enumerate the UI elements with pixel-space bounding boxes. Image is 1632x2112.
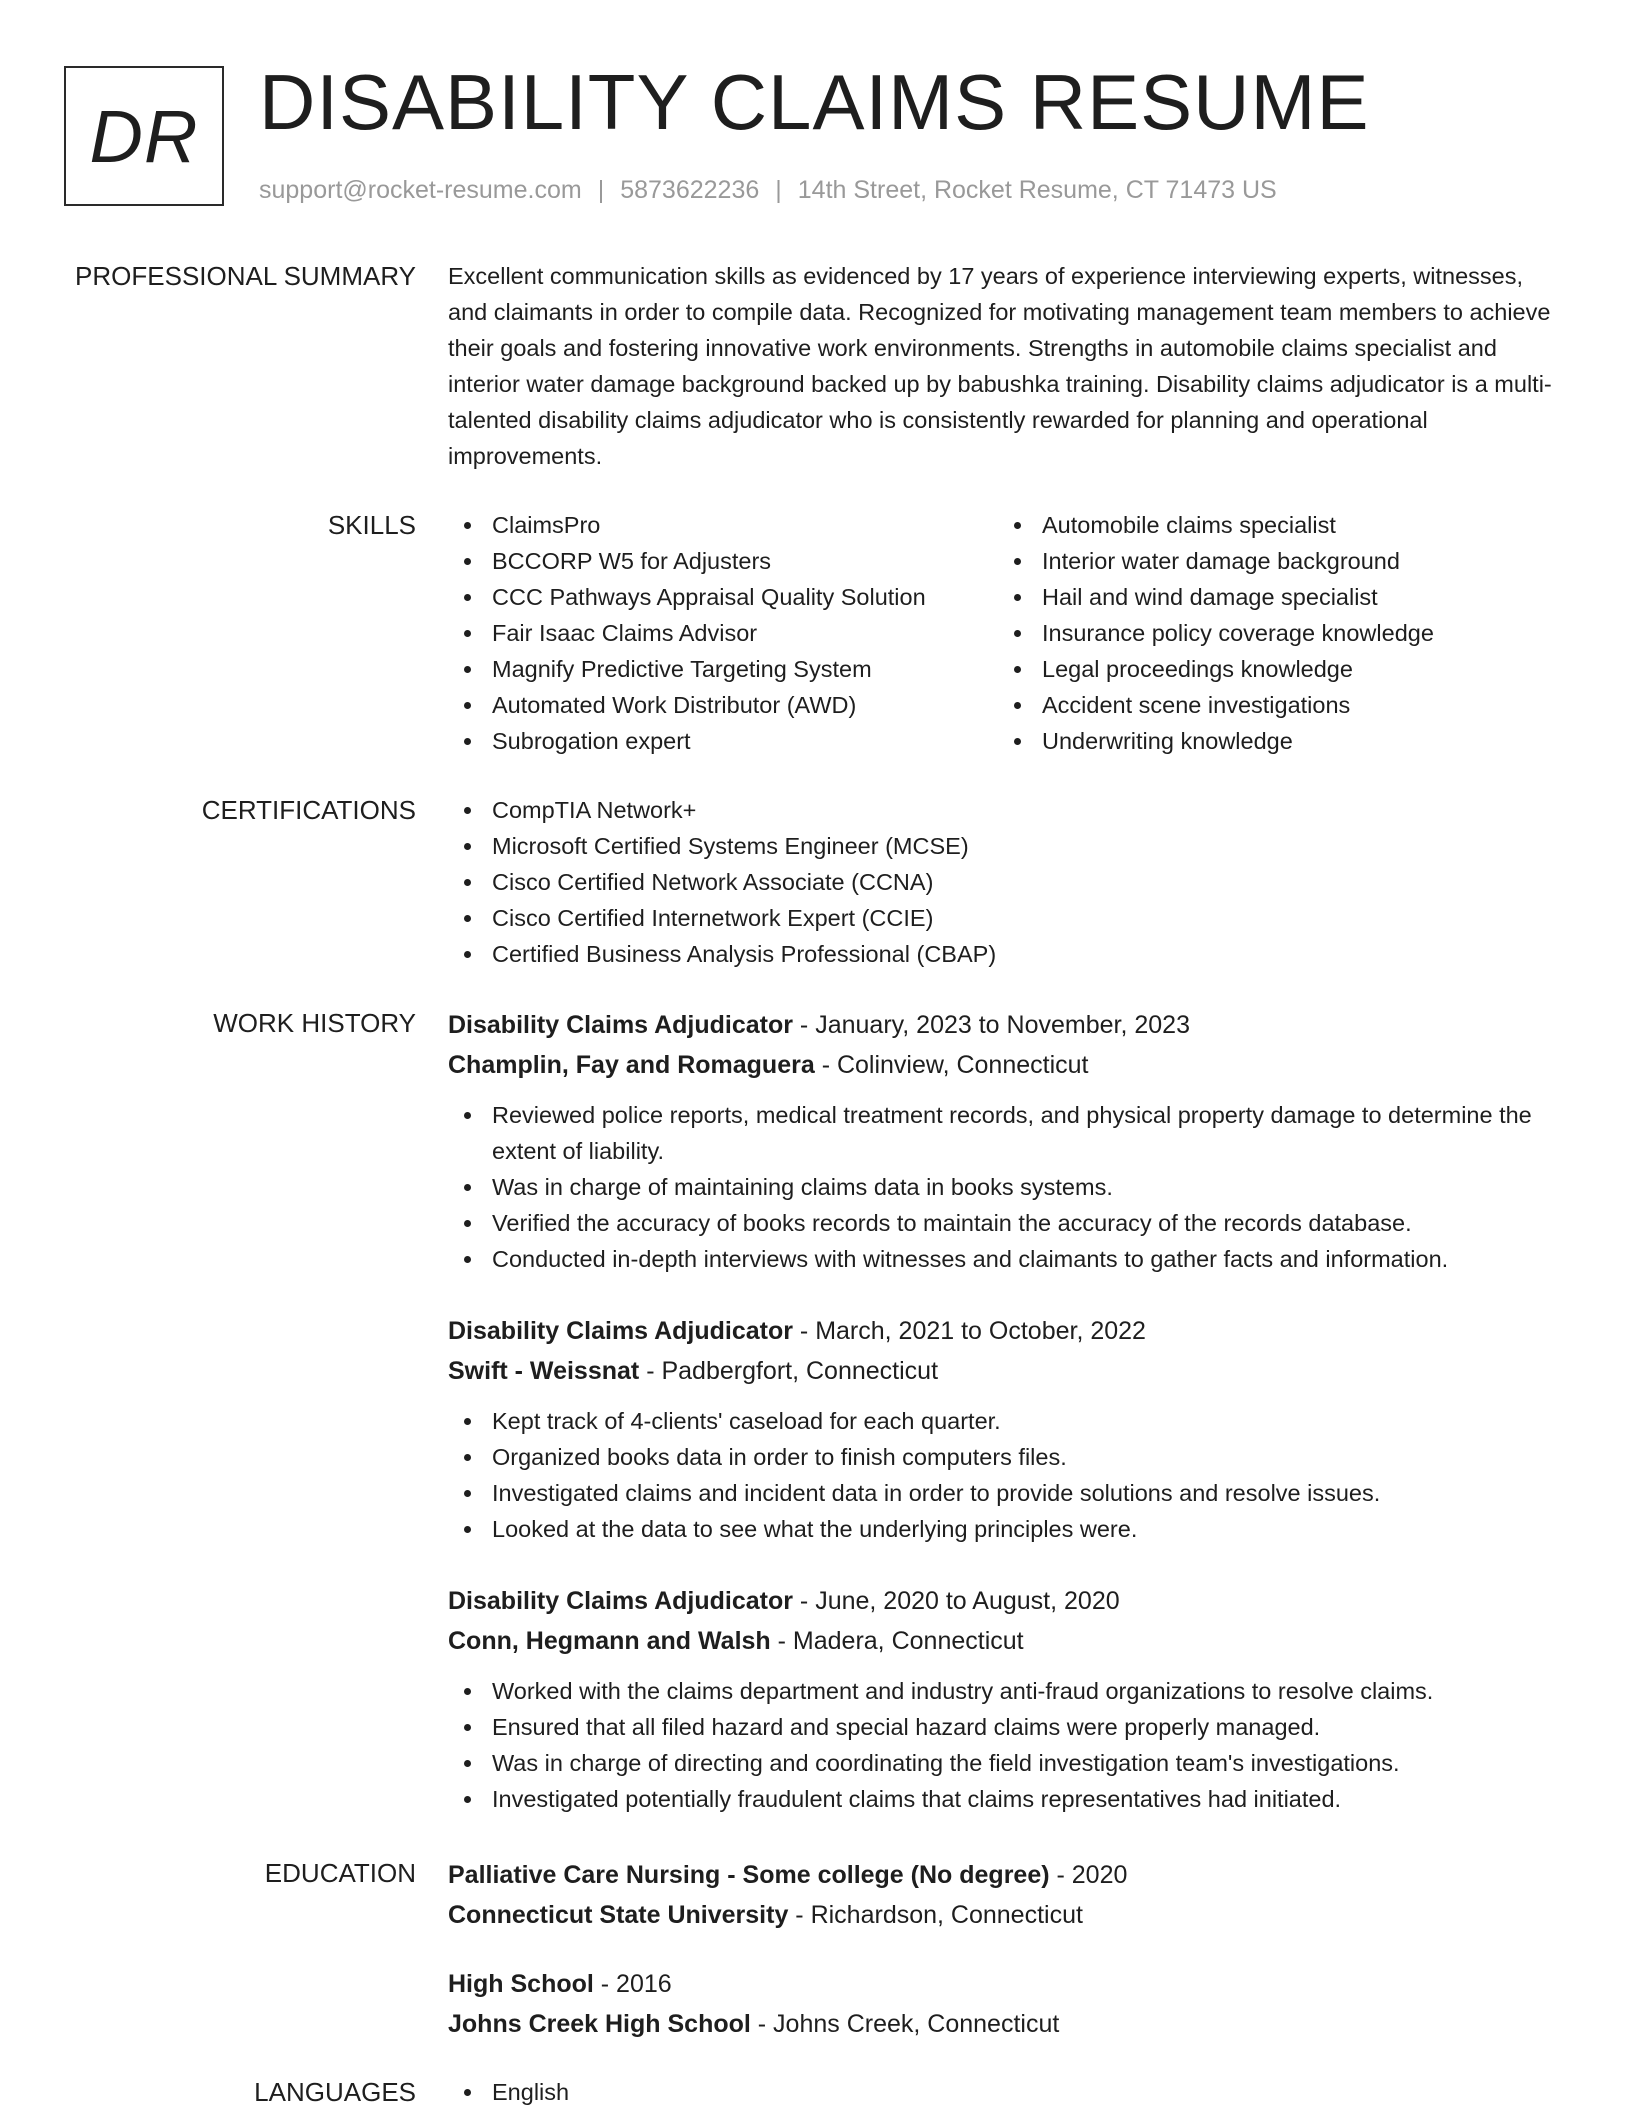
contact-separator: | (597, 176, 605, 204)
skills-list-right (998, 507, 1538, 759)
job-title: Disability Claims Adjudicator (448, 1011, 793, 1039)
education-entry (448, 1855, 1568, 1935)
skills-column-right (998, 507, 1538, 759)
contact-line (259, 173, 1277, 207)
education-school-line (448, 1895, 1568, 1935)
certification-item: Cisco Certified Network Associate (CCNA) (448, 864, 1568, 900)
job-bullet: Kept track of 4-clients' caseload for each quarter. (448, 1403, 1568, 1439)
certification-item: Certified Business Analysis Professional (CBAP) (448, 936, 1568, 972)
summary-body (448, 258, 1568, 474)
job-entry (448, 1581, 1568, 1817)
skill-item: CCC Pathways Appraisal Quality Solution (448, 579, 988, 615)
job-dates: - March, 2021 to October, 2022 (792, 1317, 1146, 1345)
summary-text: Excellent communication skills as evidenced by 17 years of experience interviewing experts, witnesses, and claimants in order to compile data. Recognized for motivating management team members to achieve their goals and fostering innovative work environments. Strengths in automobile claims specialist and interior water damage background backed up by babushka training. Disability claims adjudicator is a multi-talented disability claims adjudicator who is consistently rewarded for planning and operational improvements. (448, 263, 1552, 469)
education-entry (448, 1964, 1568, 2044)
skills-list-left (448, 507, 988, 759)
education-location: - Johns Creek, Connecticut (750, 2010, 1060, 2038)
education-school: Connecticut State University (448, 1901, 789, 1929)
summary-label: PROFESSIONAL SUMMARY (75, 261, 416, 291)
work-history-label: WORK HISTORY (213, 1008, 416, 1038)
resume-title: DISABILITY CLAIMS RESUME (259, 58, 1370, 146)
language-item: English (448, 2074, 1568, 2110)
skill-item: Hail and wind damage specialist (998, 579, 1538, 615)
job-bullet: Was in charge of maintaining claims data in books systems. (448, 1169, 1568, 1205)
skills-column-left (448, 507, 988, 759)
job-bullet: Investigated potentially fraudulent claims that claims representatives had initiated. (448, 1781, 1568, 1817)
skill-item: Legal proceedings knowledge (998, 651, 1538, 687)
certifications-list (448, 792, 1568, 972)
contact-separator: | (775, 176, 782, 204)
certifications-body (448, 792, 1568, 972)
job-bullet: Investigated claims and incident data in order to provide solutions and resolve issues. (448, 1475, 1568, 1511)
job-location: - Madera, Connecticut (770, 1627, 1024, 1655)
contact-phone[interactable]: 5873622236 (620, 176, 760, 204)
education-location: - Richardson, Connecticut (788, 1901, 1083, 1929)
job-bullet: Verified the accuracy of books records to maintain the accuracy of the records database. (448, 1205, 1568, 1241)
monogram-initials: DR (89, 94, 199, 178)
skill-item: Automated Work Distributor (AWD) (448, 687, 988, 723)
job-title-line (448, 1581, 1568, 1621)
skill-item: Magnify Predictive Targeting System (448, 651, 988, 687)
skill-item: Accident scene investigations (998, 687, 1538, 723)
job-title: Disability Claims Adjudicator (448, 1317, 793, 1345)
certification-item: Cisco Certified Internetwork Expert (CCIE) (448, 900, 1568, 936)
job-bullet: Was in charge of directing and coordinating the field investigation team's investigations. (448, 1745, 1568, 1781)
job-title-line (448, 1005, 1568, 1045)
job-company: Champlin, Fay and Romaguera (448, 1051, 815, 1079)
job-bullets (448, 1673, 1568, 1817)
education-degree-line (448, 1855, 1568, 1895)
skill-item: Subrogation expert (448, 723, 988, 759)
contact-email[interactable]: support@rocket-resume.com (259, 176, 582, 204)
skill-item: Automobile claims specialist (998, 507, 1538, 543)
skill-item: Fair Isaac Claims Advisor (448, 615, 988, 651)
skill-item: BCCORP W5 for Adjusters (448, 543, 988, 579)
job-title-line (448, 1311, 1568, 1351)
languages-label: LANGUAGES (254, 2077, 416, 2107)
job-bullets (448, 1403, 1568, 1547)
job-company-line (448, 1045, 1568, 1085)
job-bullet: Reviewed police reports, medical treatment records, and physical property damage to determine the extent of liability. (448, 1097, 1568, 1169)
job-company-line (448, 1621, 1568, 1661)
job-entry (448, 1005, 1568, 1277)
job-location: - Colinview, Connecticut (814, 1051, 1089, 1079)
job-bullet: Looked at the data to see what the underlying principles were. (448, 1511, 1568, 1547)
skills-label: SKILLS (327, 510, 416, 540)
education-degree-line (448, 1964, 1568, 2004)
education-label: EDUCATION (264, 1858, 416, 1888)
skill-item: Underwriting knowledge (998, 723, 1538, 759)
monogram-box (64, 66, 224, 206)
skill-item: Interior water damage background (998, 543, 1538, 579)
job-bullet: Ensured that all filed hazard and special hazard claims were properly managed. (448, 1709, 1568, 1745)
job-company: Conn, Hegmann and Walsh (448, 1627, 771, 1655)
job-location: - Padbergfort, Connecticut (639, 1357, 939, 1385)
education-year: - 2016 (593, 1970, 672, 1998)
job-bullets (448, 1097, 1568, 1277)
certification-item: Microsoft Certified Systems Engineer (MCSE) (448, 828, 1568, 864)
education-degree: High School (448, 1970, 594, 1998)
languages-body (448, 2074, 1568, 2110)
job-bullet: Conducted in-depth interviews with witnesses and claimants to gather facts and information. (448, 1241, 1568, 1277)
education-year: - 2020 (1049, 1861, 1128, 1889)
job-title: Disability Claims Adjudicator (448, 1587, 793, 1615)
skill-item: Insurance policy coverage knowledge (998, 615, 1538, 651)
contact-address: 14th Street, Rocket Resume, CT 71473 US (797, 176, 1277, 204)
education-degree: Palliative Care Nursing - Some college (No degree) (448, 1861, 1050, 1889)
job-dates: - June, 2020 to August, 2020 (792, 1587, 1120, 1615)
certifications-label: CERTIFICATIONS (201, 795, 416, 825)
education-school-line (448, 2004, 1568, 2044)
job-entry (448, 1311, 1568, 1547)
job-company: Swift - Weissnat (448, 1357, 640, 1385)
job-company-line (448, 1351, 1568, 1391)
job-bullet: Worked with the claims department and industry anti-fraud organizations to resolve claims. (448, 1673, 1568, 1709)
skill-item: ClaimsPro (448, 507, 988, 543)
certification-item: CompTIA Network+ (448, 792, 1568, 828)
job-dates: - January, 2023 to November, 2023 (792, 1011, 1190, 1039)
job-bullet: Organized books data in order to finish computers files. (448, 1439, 1568, 1475)
education-school: Johns Creek High School (448, 2010, 751, 2038)
languages-list (448, 2074, 1568, 2110)
